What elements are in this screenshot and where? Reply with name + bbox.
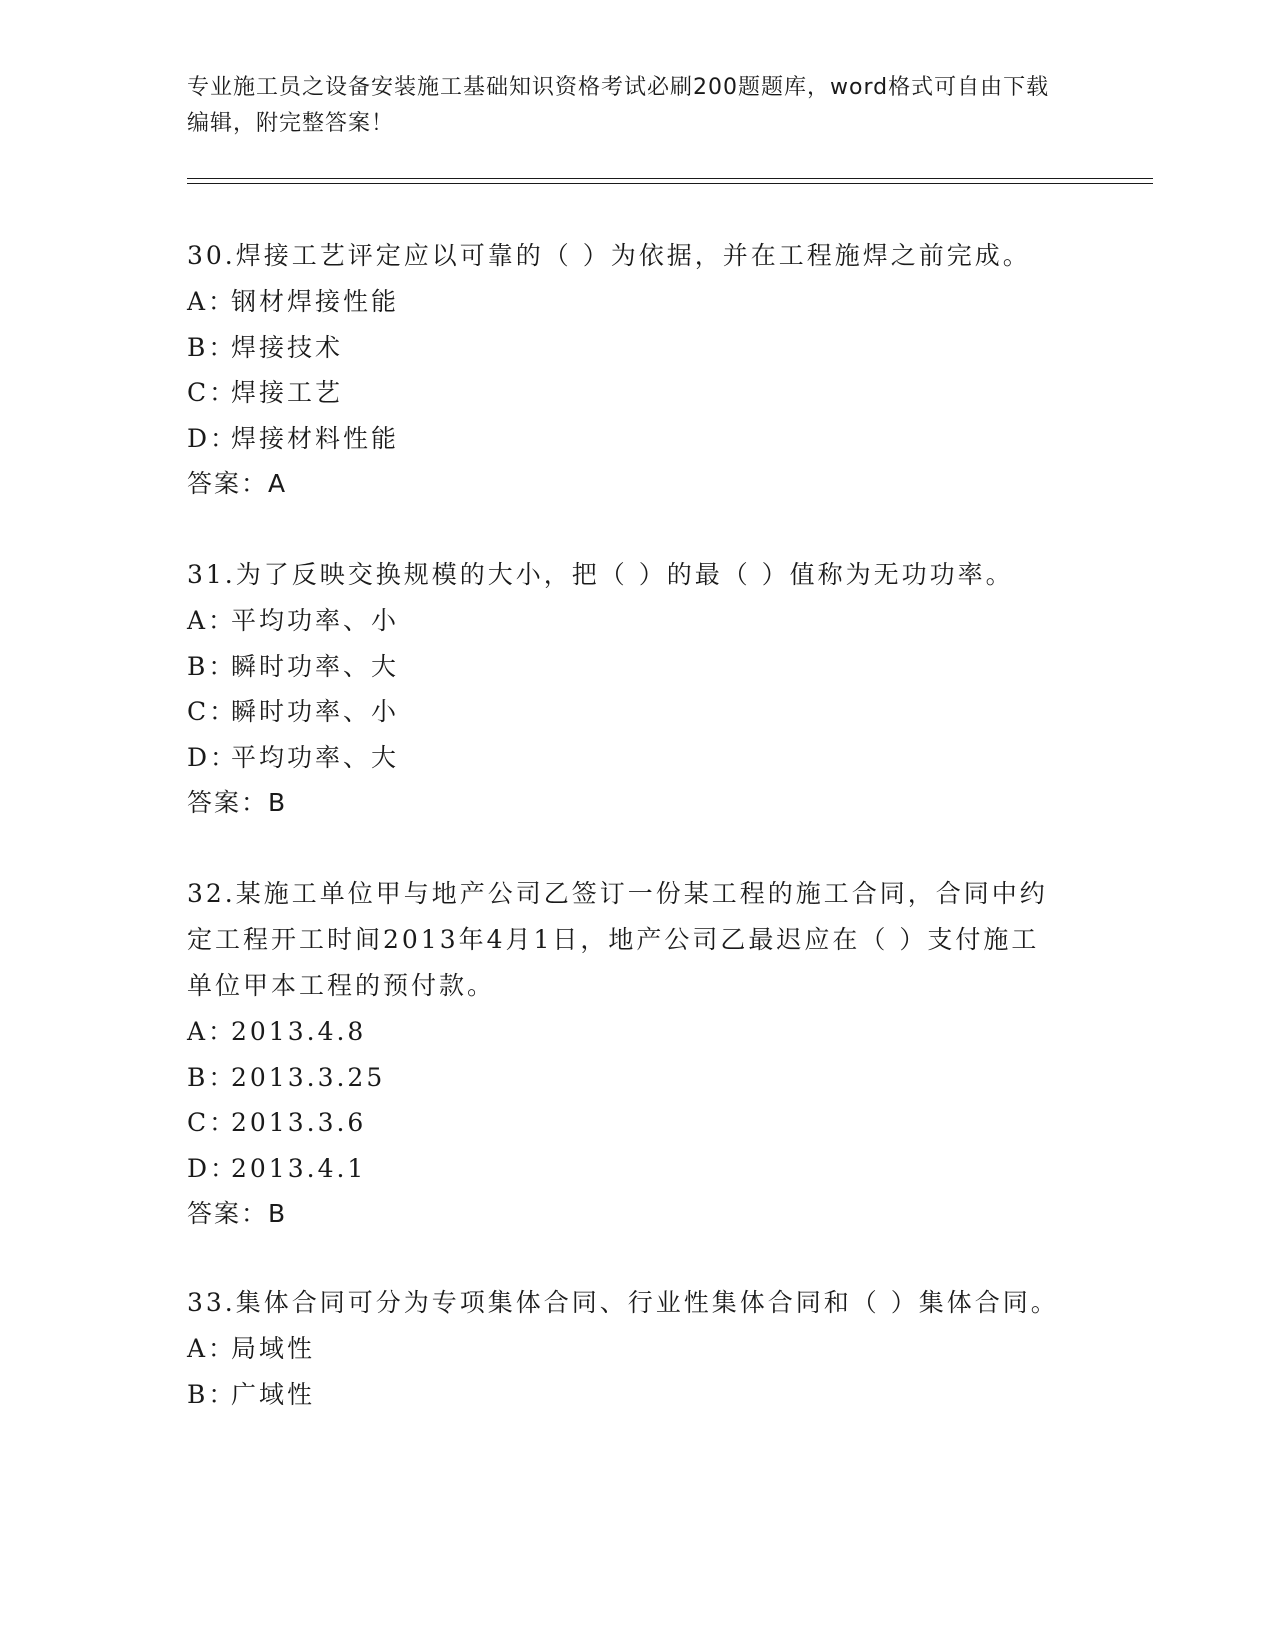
option-label: A： [187,287,237,316]
question-33 [187,1280,1067,1417]
answer-line: 答案：A [187,469,288,498]
option-b [187,325,1067,371]
option-label: A： [187,1017,237,1046]
question-32 [187,871,1067,1237]
option-label: C： [187,378,238,407]
question-stem: 31.为了反映交换规模的大小，把（ ）的最（ ）值称为无功功率。 [187,560,1014,589]
option-text: 焊接工艺 [231,378,344,407]
option-a [187,279,1067,325]
question-31 [187,552,1067,826]
option-c [187,370,1067,416]
option-label: B： [187,1062,237,1092]
question-30 [187,233,1067,507]
option-label: D： [187,742,239,772]
answer-line: 答案：B [187,1199,288,1228]
option-label: B： [187,332,237,362]
option-text: 平均功率、大 [231,742,400,772]
option-text: 2013.3.25 [231,1062,386,1092]
option-label: A： [187,606,237,635]
option-label: D： [187,1153,239,1183]
option-label: C： [187,697,238,726]
option-a [187,1326,1067,1372]
option-text: 2013.4.8 [231,1017,367,1046]
option-label: B： [187,1379,237,1409]
option-b [187,1372,1067,1418]
option-c [187,689,1067,735]
option-text: 2013.4.1 [231,1153,367,1183]
option-c [187,1100,1067,1146]
option-text: 平均功率、小 [231,606,400,635]
option-text: 焊接材料性能 [231,423,400,453]
option-text: 局域性 [231,1334,316,1363]
option-text: 钢材焊接性能 [231,287,400,316]
header-divider-bottom [187,183,1153,184]
option-text: 2013.3.6 [231,1108,367,1137]
option-d [187,416,1067,462]
question-stem: 33.集体合同可分为专项集体合同、行业性集体合同和（ ）集体合同。 [187,1288,1059,1317]
option-text: 焊接技术 [231,332,344,362]
option-label: C： [187,1108,238,1137]
answer-line: 答案：B [187,788,288,817]
option-label: A： [187,1334,237,1363]
option-text: 瞬时功率、大 [231,651,400,681]
option-d [187,1146,1067,1192]
option-text: 瞬时功率、小 [231,697,400,726]
document-header: 专业施工员之设备安装施工基础知识资格考试必刷200题题库，word格式可自由下载编辑，附完整答案！ [187,75,1050,136]
option-label: B： [187,651,237,681]
option-label: D： [187,423,239,453]
option-text: 广域性 [231,1379,316,1409]
header-divider-top [187,178,1153,179]
option-a [187,598,1067,644]
question-stem: 32.某施工单位甲与地产公司乙签订一份某工程的施工合同，合同中约定工程开工时间2013年4月1日，地产公司乙最迟应在（ ）支付施工单位甲本工程的预付款。 [187,879,1048,1000]
question-stem: 30.焊接工艺评定应以可靠的（ ）为依据，并在工程施焊之前完成。 [187,241,1031,270]
option-a [187,1009,1067,1055]
option-b [187,1055,1067,1101]
option-d [187,735,1067,781]
option-b [187,644,1067,690]
